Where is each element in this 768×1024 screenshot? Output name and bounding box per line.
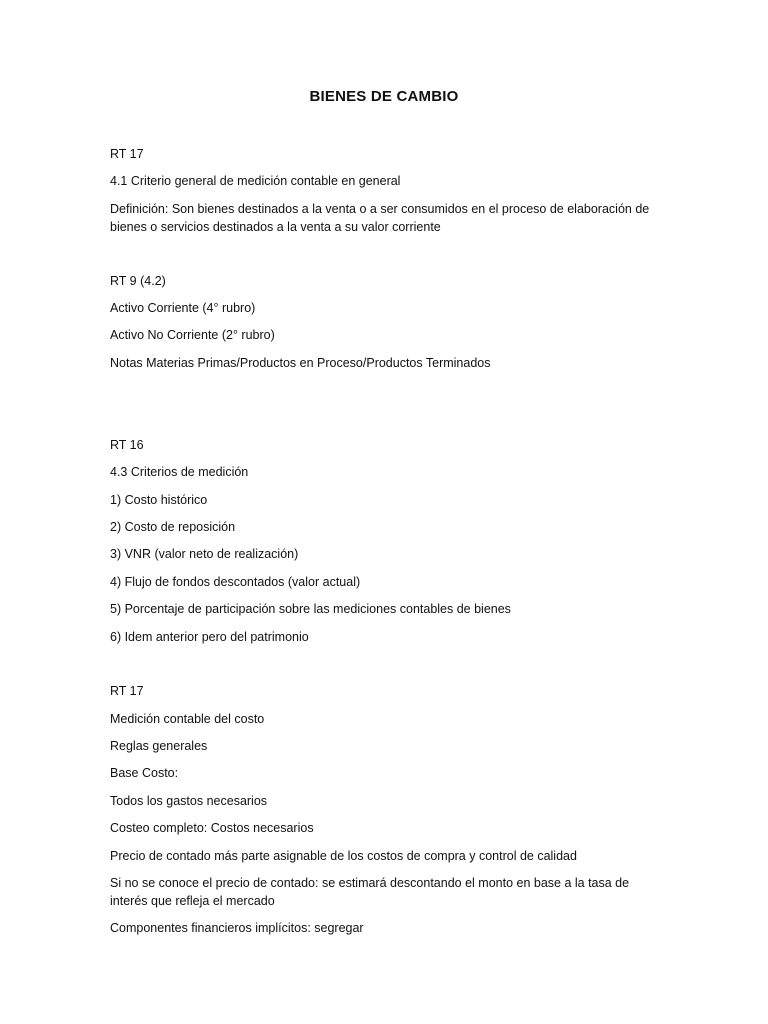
text-line: 4.3 Criterios de medición [110, 465, 249, 479]
text-line: Notas Materias Primas/Productos en Proceso/Productos Terminados [110, 356, 491, 370]
list-item: 3) VNR (valor neto de realización) [110, 547, 299, 561]
text-paragraph: Si no se conoce el precio de contado: se estimará descontando el monto en base a la tasa de interés que refleja el mercado [110, 876, 630, 908]
text-line: Medición contable del costo [110, 712, 265, 726]
text-line: Costeo completo: Costos necesarios [110, 821, 314, 835]
section-heading-rt9: RT 9 (4.2) [110, 274, 166, 288]
text-line: Todos los gastos necesarios [110, 794, 268, 808]
text-line: Activo No Corriente (2° rubro) [110, 328, 275, 342]
list-item: 1) Costo histórico [110, 493, 208, 507]
text-line: Base Costo: [110, 766, 179, 780]
section-heading-rt16: RT 16 [110, 438, 144, 452]
document-title: BIENES DE CAMBIO [309, 88, 459, 105]
text-line: Componentes financieros implícitos: segregar [110, 921, 364, 935]
text-line: Activo Corriente (4° rubro) [110, 301, 256, 315]
text-line: Reglas generales [110, 739, 208, 753]
definition-paragraph: Definición: Son bienes destinados a la venta o a ser consumidos en el proceso de elaboración de bienes o servicios destinados a la venta a su valor corriente [110, 202, 650, 234]
criterion-heading: 4.1 Criterio general de medición contable en general [110, 174, 401, 188]
list-item: 5) Porcentaje de participación sobre las mediciones contables de bienes [110, 602, 511, 616]
section-heading-rt17-cost: RT 17 [110, 684, 144, 698]
list-item: 2) Costo de reposición [110, 520, 236, 534]
text-line: Precio de contado más parte asignable de los costos de compra y control de calidad [110, 849, 577, 863]
section-heading-rt17: RT 17 [110, 147, 144, 161]
list-item: 4) Flujo de fondos descontados (valor actual) [110, 575, 361, 589]
list-item: 6) Idem anterior pero del patrimonio [110, 630, 309, 644]
